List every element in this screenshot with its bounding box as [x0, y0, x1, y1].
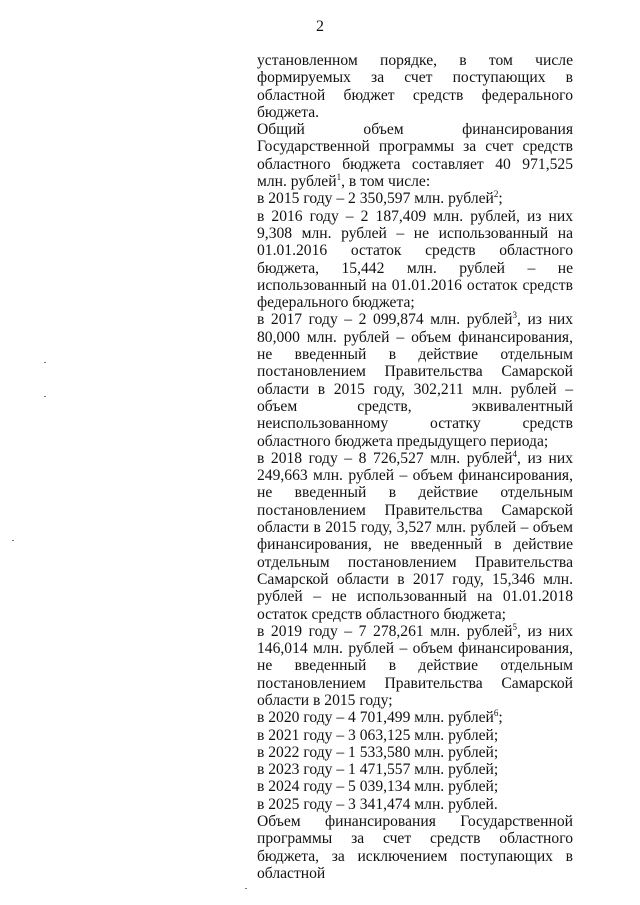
year-2017-text: в 2017 году – 2 099,874 млн. рублей [257, 311, 513, 329]
year-2024-line: в 2024 году – 5 039,134 млн. рублей; [257, 778, 499, 796]
total-financing-text: Общий объем финансирования Государственной программы за счет средств областного бюджета составляет 40 971,525 млн. рублей [257, 121, 573, 191]
document-body [257, 52, 573, 882]
scan-speck [12, 540, 14, 541]
paragraph-intro: установленном порядке, в том числе формируемых за счет поступающих в областной бюджет средств федерального бюджета. [257, 52, 573, 121]
footnote-ref-6: 6 [493, 708, 499, 719]
year-2023-line: в 2023 году – 1 471,557 млн. рублей; [257, 761, 499, 779]
footnote-ref-4: 4 [512, 448, 517, 459]
year-2022-line: в 2022 году – 1 533,580 млн. рублей; [257, 743, 499, 761]
year-2018-text: в 2018 году – 8 726,527 млн. рублей [257, 449, 513, 467]
year-2019-text: в 2019 году – 7 278,261 млн. рублей [257, 622, 513, 640]
year-2018-details: , из них 249,663 млн. рублей – объем финансирования, не введенный в действие отдельным постановлением Правительства Самарской области в 2015 году, 3,527 млн. рублей – объем финансирования, не введенный в действие отдельным постановлением Правительства Самарской области в 2017 году, 15,346 млн. рублей – не использованный на 01.01.2018 остаток средств областного бюджета; [257, 449, 574, 623]
year-2019-details: , из них 146,014 млн. рублей – объем финансирования, не введенный в действие отдельным постановлением Правительства Самарской области в 2015 году; [257, 622, 574, 709]
year-2015-text: в 2015 году – 2 350,597 млн. рублей [257, 190, 494, 208]
paragraph-total-financing [257, 121, 573, 190]
scan-speck [44, 396, 46, 397]
scan-speck [245, 888, 247, 889]
year-2016-paragraph: в 2016 году – 2 187,409 млн. рублей, из них 9,308 млн. рублей – не использованный на 01.01.2016 остаток средств областного бюджета, 15,442 млн. рублей – не использованный на 01.01.2016 остаток средств федерального бюджета; [257, 207, 573, 312]
year-2017-paragraph [257, 311, 573, 449]
year-2020-text: в 2020 году – 4 701,499 млн. рублей [257, 709, 494, 727]
year-2017-details: , из них 80,000 млн. рублей – объем финансирования, не введенный в действие отдельным постановлением Правительства Самарской области в 2015 году, 302,211 млн. рублей – объем средств, эквивалентный неиспользованному остатку средств областного бюджета предыдущего периода; [257, 311, 574, 450]
year-2015-tail: ; [498, 190, 503, 208]
year-2020-tail: ; [498, 709, 503, 727]
year-2021-line: в 2021 году – 3 063,125 млн. рублей; [257, 726, 499, 744]
paragraph-financing-excluding: Объем финансирования Государственной программы за счет средств областного бюджета, за исключением поступающих в областной [257, 813, 573, 882]
year-2018-paragraph [257, 450, 573, 623]
footnote-ref-3: 3 [512, 310, 517, 321]
scan-speck [44, 362, 46, 363]
page-number: 2 [316, 18, 324, 35]
year-2025-line: в 2025 году – 3 341,474 млн. рублей. [257, 795, 498, 813]
footnote-ref-5: 5 [512, 621, 517, 632]
year-2019-paragraph [257, 623, 573, 709]
footnote-ref-1: 1 [336, 172, 342, 183]
year-2020-line [257, 709, 573, 726]
year-2015-line [257, 190, 573, 207]
footnote-ref-2: 2 [493, 189, 499, 200]
total-financing-tail: , в том числе: [341, 173, 431, 191]
